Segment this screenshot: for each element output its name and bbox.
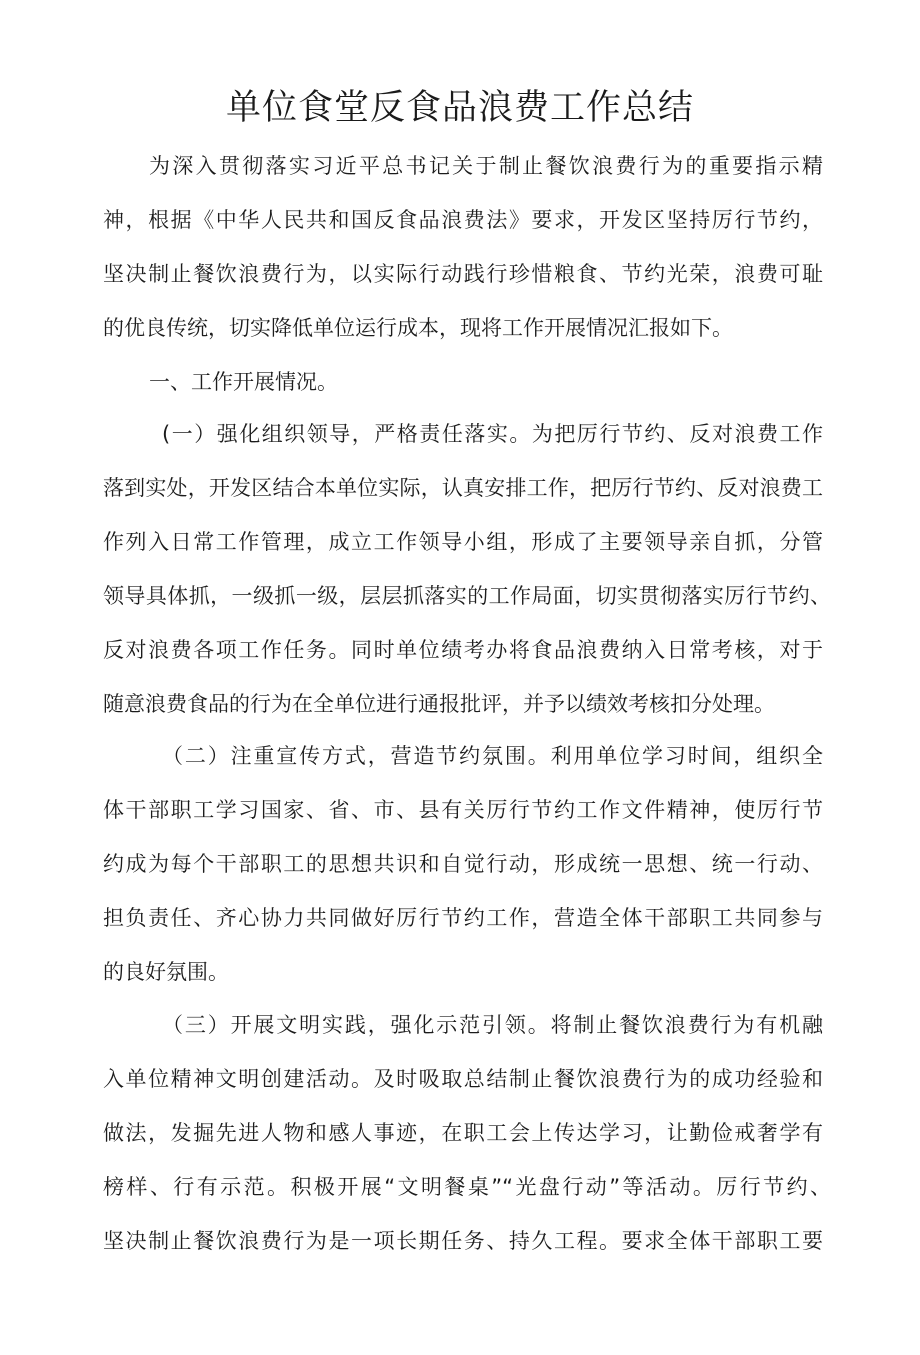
paragraph-line: 神，根据《中华人民共和国反食品浪费法》要求，开发区坚持厉行节约， [103,208,823,232]
paragraph-line: （二）注重宣传方式，营造节约氛围。利用单位学习时间，组织全 [162,744,823,768]
paragraph-line: 随意浪费食品的行为在全单位进行通报批评，并予以绩效考核扣分处理。 [103,692,775,716]
paragraph-line: 作列入日常工作管理，成立工作领导小组，形成了主要领导亲自抓，分管 [103,530,823,554]
paragraph-line: 为深入贯彻落实习近平总书记关于制止餐饮浪费行为的重要指示精 [149,154,823,178]
paragraph-line: 的良好氛围。 [103,960,229,984]
paragraph-line: 约成为每个干部职工的思想共识和自觉行动，形成统一思想、统一行动、 [103,852,823,876]
paragraph-line: 做法，发掘先进人物和感人事迹，在职工会上传达学习，让勤俭戒奢学有 [103,1121,823,1145]
paragraph-line: 的优良传统，切实降低单位运行成本，现将工作开展情况汇报如下。 [103,316,733,340]
paragraph-line: （三）开展文明实践，强化示范引领。将制止餐饮浪费行为有机融 [162,1013,823,1037]
paragraph-line: (一）强化组织领导，严格责任落实。为把厉行节约、反对浪费工作 [162,422,823,446]
document-title: 单位食堂反食品浪费工作总结 [225,88,694,128]
paragraph-line: 榜样、行有示范。积极开展“文明餐桌”“光盘行动”等活动。厉行节约、 [103,1175,831,1199]
paragraph-line: 坚决制止餐饮浪费行为是一项长期任务、持久工程。要求全体干部职工要 [103,1229,823,1253]
paragraph-line: 落到实处，开发区结合本单位实际，认真安排工作，把厉行节约、反对浪费工 [103,476,823,500]
paragraph-line: 坚决制止餐饮浪费行为，以实际行动践行珍惜粮食、节约光荣，浪费可耻 [103,262,823,286]
paragraph-line: 担负责任、齐心协力共同做好厉行节约工作，营造全体干部职工共同参与 [103,906,823,930]
paragraph-line: 入单位精神文明创建活动。及时吸取总结制止餐饮浪费行为的成功经验和 [103,1067,823,1091]
section-heading: 一、工作开展情况。 [149,370,338,394]
paragraph-line: 领导具体抓，一级抓一级，层层抓落实的工作局面，切实贯彻落实厉行节约、 [103,584,831,608]
paragraph-line: 反对浪费各项工作任务。同时单位绩考办将食品浪费纳入日常考核，对于 [103,638,823,662]
paragraph-line: 体干部职工学习国家、省、市、县有关厉行节约工作文件精神，使厉行节 [103,798,823,822]
